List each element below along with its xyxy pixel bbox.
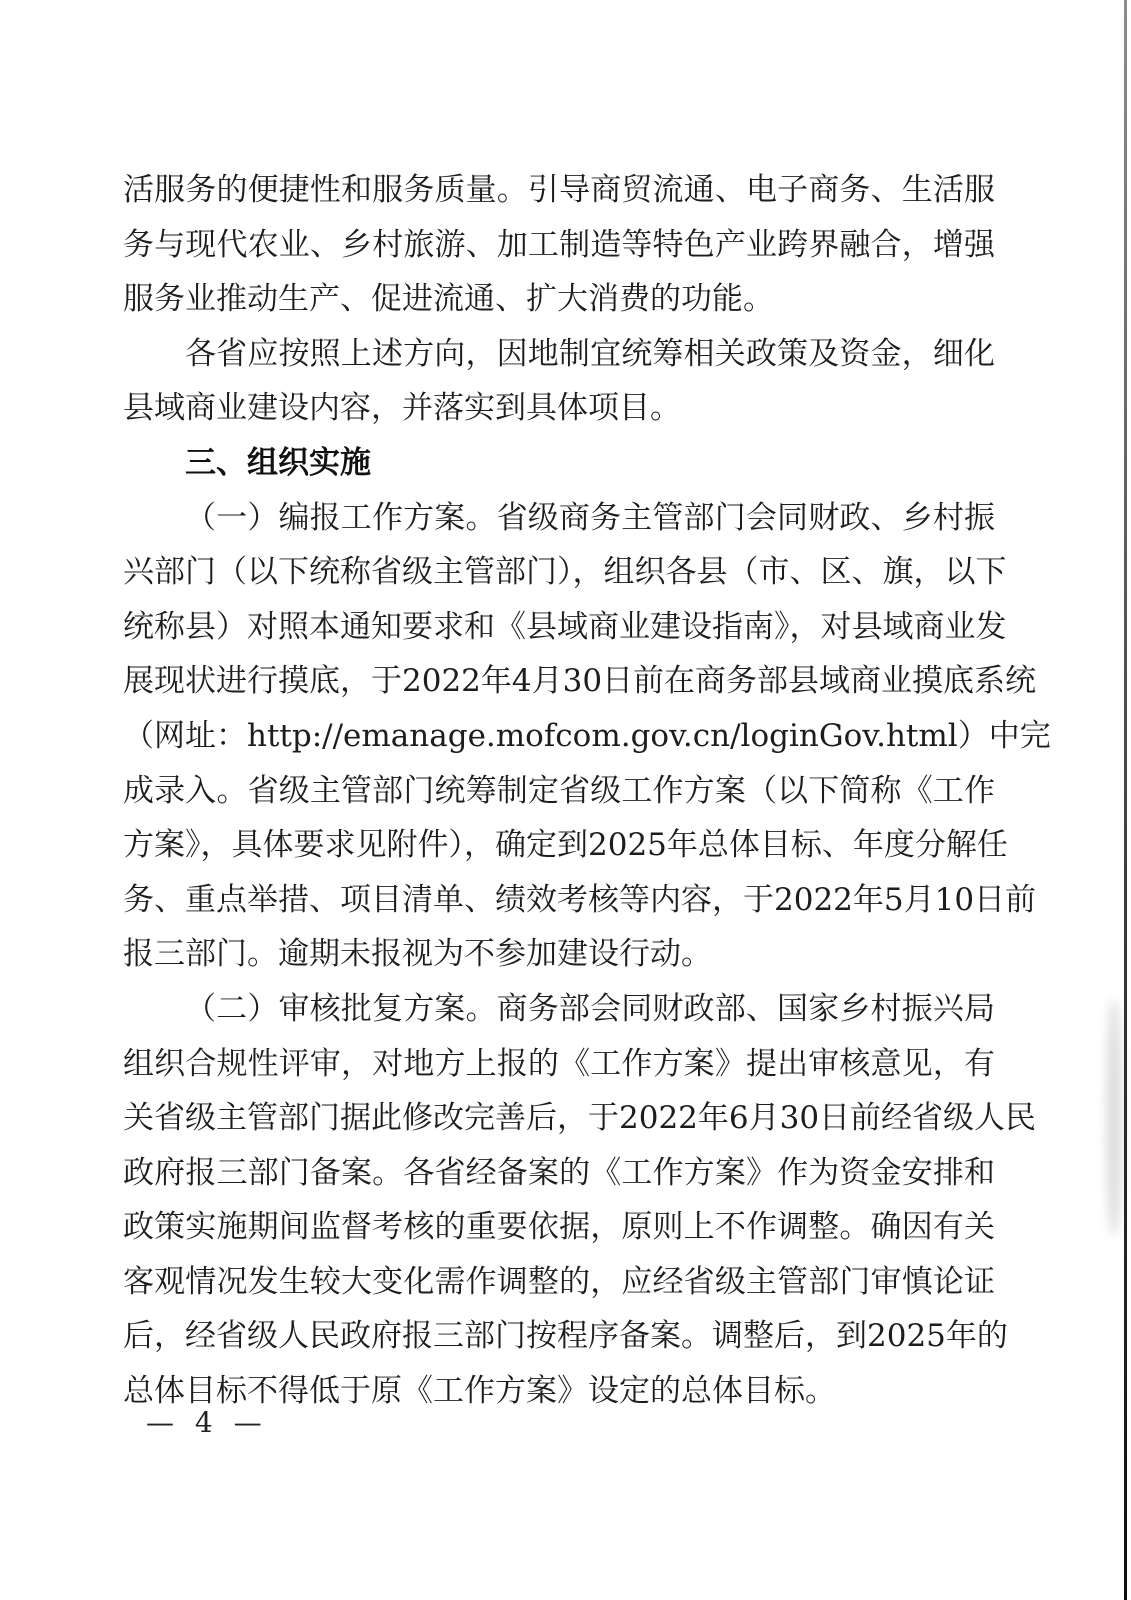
body-line: 兴部门（以下统称省级主管部门），组织各县（市、区、旗，以下 xyxy=(123,554,1007,591)
body-line: 统称县）对照本通知要求和《县域商业建设指南》，对县域商业发 xyxy=(123,608,1007,645)
body-line: 活服务的便捷性和服务质量。引导商贸流通、电子商务、生活服 xyxy=(123,172,995,208)
document-body xyxy=(123,163,1051,1419)
scan-edge-artifact xyxy=(1124,0,1127,1600)
body-line: 客观情况发生较大变化需作调整的，应经省级主管部门审慎论证 xyxy=(123,1263,995,1300)
body-line: 服务业推动生产、促进流通、扩大消费的功能。 xyxy=(123,281,774,318)
body-line: 政府报三部门备案。各省经备案的《工作方案》作为资金安排和 xyxy=(123,1154,995,1191)
body-line: （一）编报工作方案。省级商务主管部门会同财政、乡村振 xyxy=(185,499,995,536)
body-line: （网址：http://emanage.mofcom.gov.cn/loginGov.html）中完 xyxy=(123,717,1051,754)
body-line: 总体目标不得低于原《工作方案》设定的总体目标。 xyxy=(123,1373,836,1410)
body-line: 成录入。省级主管部门统筹制定省级工作方案（以下简称《工作 xyxy=(123,772,995,809)
body-line: 后，经省级人民政府报三部门按程序备案。调整后，到2025年的 xyxy=(123,1318,1008,1355)
body-line: 方案》，具体要求见附件），确定到2025年总体目标、年度分解任 xyxy=(123,827,1008,864)
body-line: 组织合规性评审，对地方上报的《工作方案》提出审核意见，有 xyxy=(123,1045,995,1082)
body-line: 展现状进行摸底，于2022年4月30日前在商务部县域商业摸底系统 xyxy=(123,663,1037,700)
page-number: — 4 — xyxy=(146,1406,265,1439)
body-line: 务、重点举措、项目清单、绩效考核等内容，于2022年5月10日前 xyxy=(123,881,1037,918)
body-line: （二）审核批复方案。商务部会同财政部、国家乡村振兴局 xyxy=(185,990,995,1027)
section-heading: 三、组织实施 xyxy=(185,444,371,481)
body-line: 政策实施期间监督考核的重要依据，原则上不作调整。确因有关 xyxy=(123,1209,995,1246)
scan-smudge-artifact xyxy=(1106,1000,1122,1235)
body-line: 各省应按照上述方向，因地制宜统筹相关政策及资金，细化 xyxy=(185,335,995,372)
body-line: 报三部门。逾期未报视为不参加建设行动。 xyxy=(123,936,712,973)
body-line: 县域商业建设内容，并落实到具体项目。 xyxy=(123,390,681,427)
body-line: 务与现代农业、乡村旅游、加工制造等特色产业跨界融合，增强 xyxy=(123,226,995,263)
body-line: 关省级主管部门据此修改完善后，于2022年6月30日前经省级人民 xyxy=(123,1100,1037,1137)
